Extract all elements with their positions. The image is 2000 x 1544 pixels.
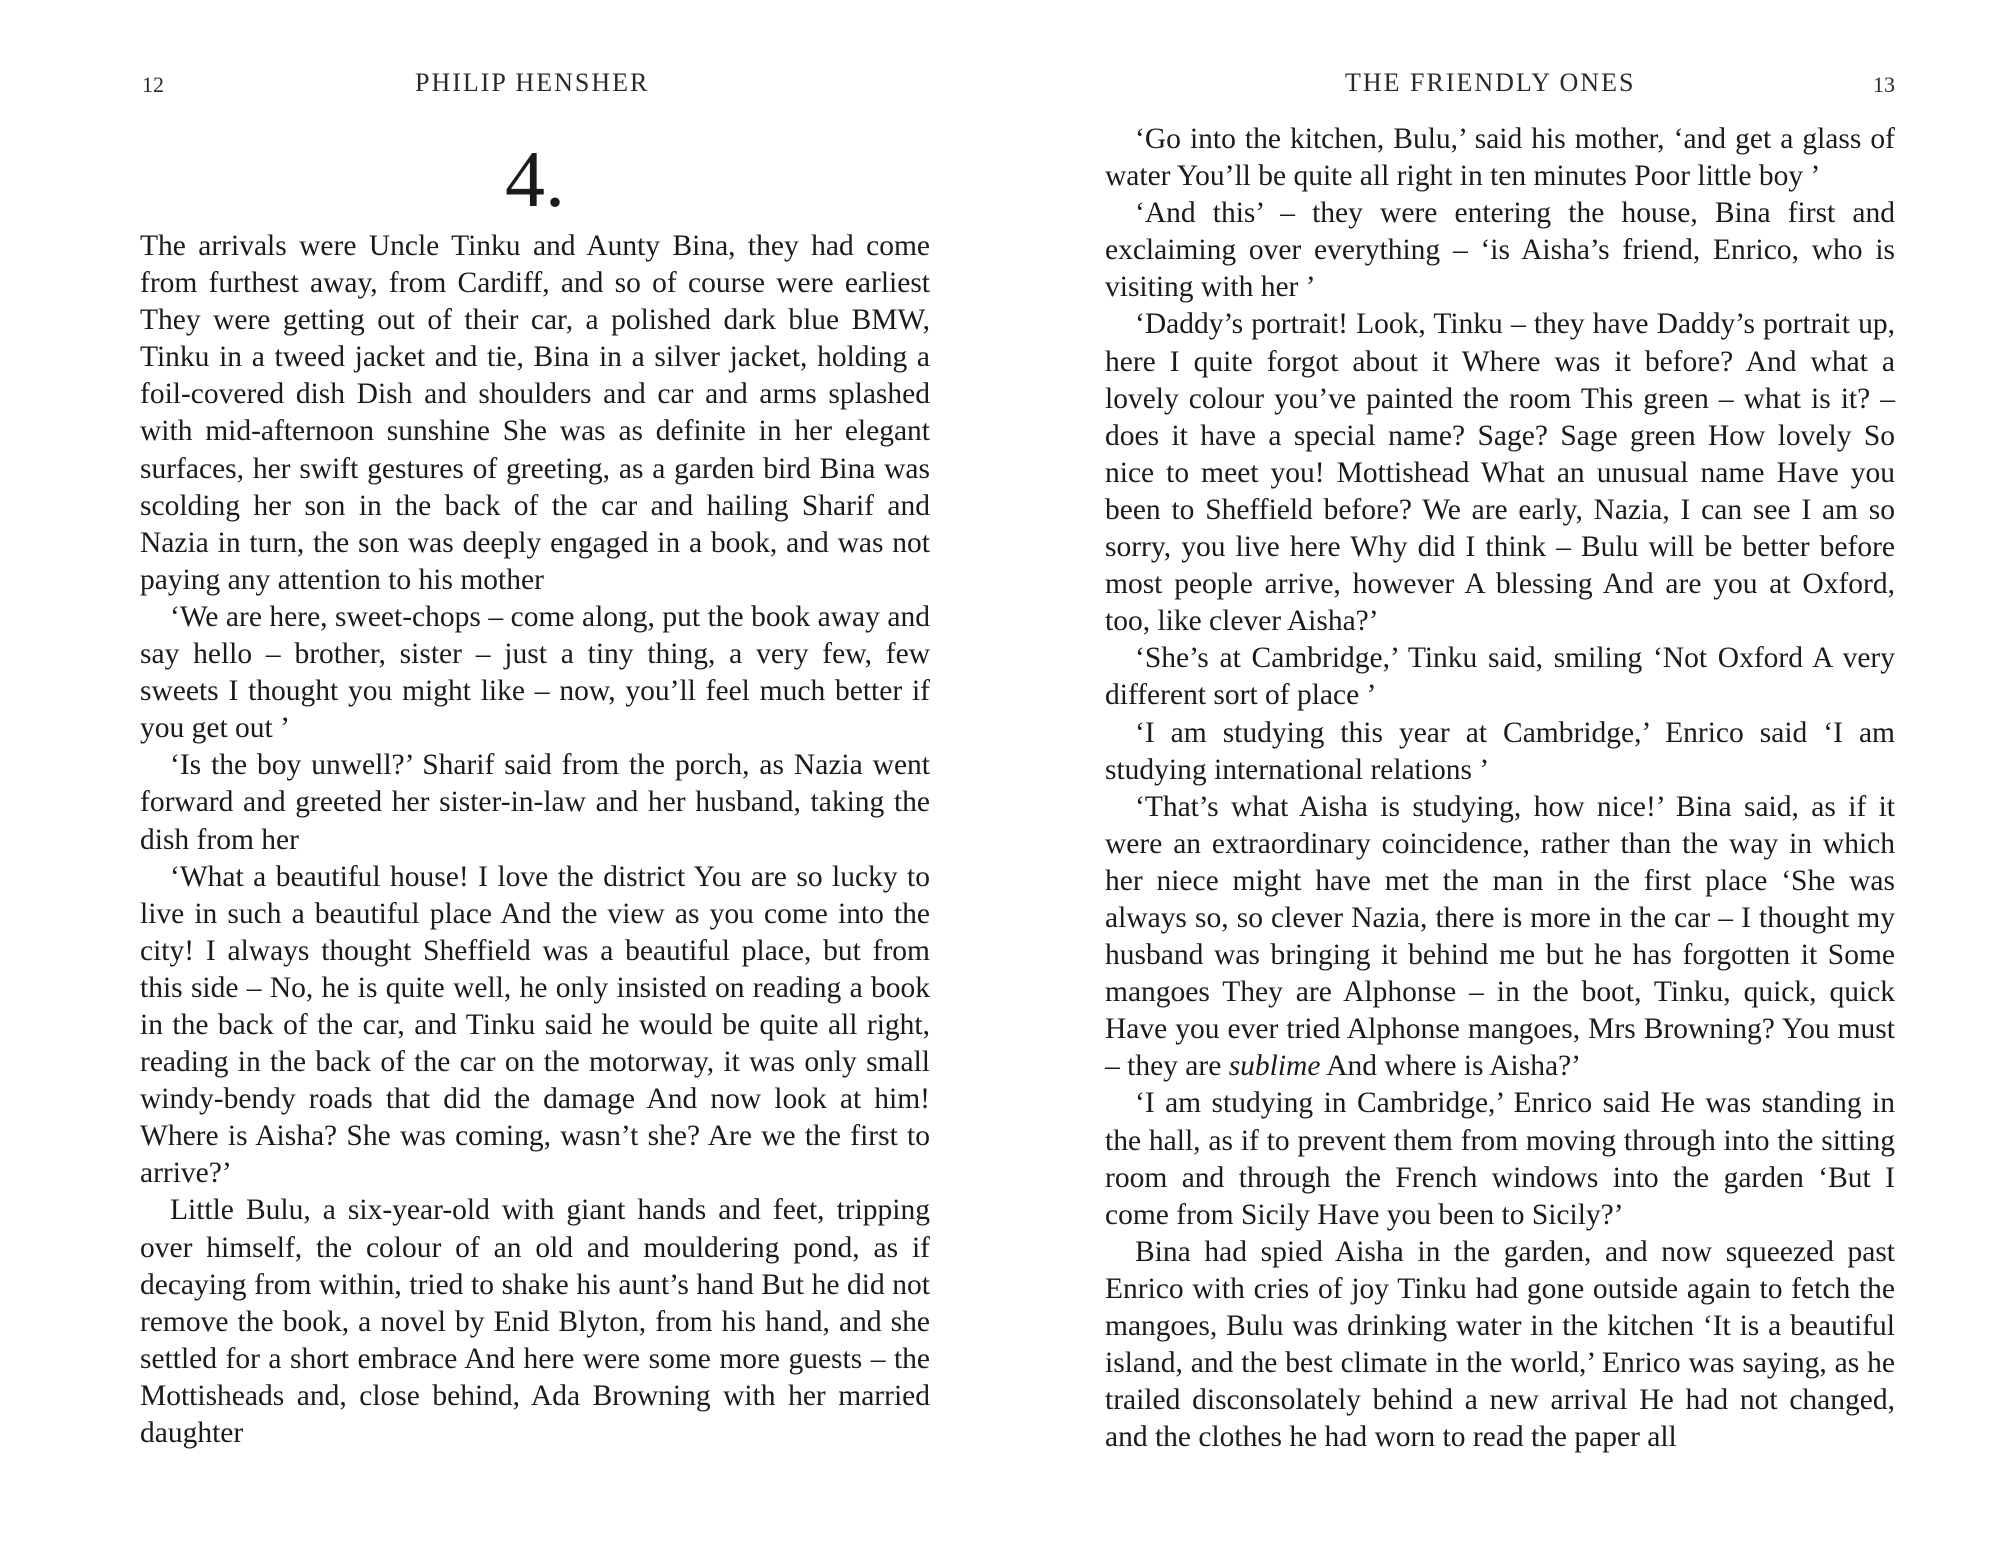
paragraph: ‘I am studying in Cambridge,’ Enrico said He was standing in the hall, as if to prevent them from moving through into the sitting room and through the French windows into the garden ‘But I come from Sicily Have you been to Sicily?’ xyxy=(1105,1087,1895,1231)
paragraph: ‘Is the boy unwell?’ Sharif said from the porch, as Nazia went forward and greeted her sister-in-law and her husband, taking the dish from her xyxy=(140,749,930,856)
chapter-number: 4. xyxy=(505,136,565,224)
paragraph: ‘I am studying this year at Cambridge,’ Enrico said ‘I am studying international relations ’ xyxy=(1105,716,1895,786)
right-running-head xyxy=(1105,68,1895,104)
paragraph: ‘And this’ – they were entering the house, Bina first and exclaiming over everything – ‘is Aisha’s friend, Enrico, who is visiting with her ’ xyxy=(1105,197,1895,304)
left-page-number: 12 xyxy=(142,72,164,97)
book-title-header: THE FRIENDLY ONES xyxy=(1345,68,1636,97)
paragraph: Bina had spied Aisha in the garden, and now squeezed past Enrico with cries of joy Tinku had gone outside again to fetch the mangoes, Bulu was drinking water in the kitchen ‘It is a beautiful island, and the best climate in the world,’ Enrico was saying, as he trailed disconsolately behind a new arrival He had not changed, and the clothes he had worn to read the paper all xyxy=(1105,1235,1895,1454)
paragraph xyxy=(1105,789,1895,1086)
paragraph: ‘We are here, sweet-chops – come along, put the book away and say hello – brother, sister – just a tiny thing, a very few, few sweets I thought you might like – now, you’ll feel much better if you get out ’ xyxy=(140,600,930,745)
right-page xyxy=(1105,0,1905,1544)
right-page-text xyxy=(1105,121,1895,1456)
paragraph: Little Bulu, a six-year-old with giant hands and feet, tripping over himself, the colour of an old and mouldering pond, as if decaying from within, tried to shake his aunt’s hand But he did not remove the book, a novel by Enid Blyton, from his hand, and she settled for a short embrace And here were some more guests – the Mottisheads and, close behind, Ada Browning with her married daughter xyxy=(140,1194,930,1449)
left-page xyxy=(140,0,940,1544)
paragraph-text: ‘That’s what Aisha is studying, how nice!’ Bina said, as if it were an extraordinary coincidence, rather than the way in which her niece might have met the man in the first place ‘She was always so, so clever Nazia, there is more in the car – I thought my husband was bringing it behind me but he has forgotten it Some mangoes They are Alphonse – in the boot, Tinku, quick, quick Have you ever tried Alphonse mangoes, Mrs Browning? You must – they are xyxy=(1105,790,1895,1083)
paragraph: ‘Daddy’s portrait! Look, Tinku – they have Daddy’s portrait up, here I quite forgot about it Where was it before? And what a lovely colour you’ve painted the room This green – what is it? – does it have a special name? Sage? Sage green How lovely So nice to meet you! Mottishead What an unusual name Have you been to Sheffield before? We are early, Nazia, I can see I am so sorry, you live here Why did I think – Bulu will be better before most people arrive, however A blessing And are you at Oxford, too, like clever Aisha?’ xyxy=(1105,308,1895,638)
left-running-head xyxy=(140,68,930,104)
paragraph: The arrivals were Uncle Tinku and Aunty Bina, they had come from furthest away, from Cardiff, and so of course were earliest They were getting out of their car, a polished dark blue BMW, Tinku in a tweed jacket and tie, Bina in a silver jacket, holding a foil-covered dish Dish and shoulders and car and arms splashed with mid-afternoon sunshine She was as definite in her elegant surfaces, her swift gestures of greeting, as a garden bird Bina was scolding her son in the back of the car and hailing Sharif and Nazia in turn, the son was deeply engaged in a book, and was not paying any attention to his mother xyxy=(140,230,930,596)
paragraph: ‘She’s at Cambridge,’ Tinku said, smiling ‘Not Oxford A very different sort of place ’ xyxy=(1105,642,1895,712)
right-page-number: 13 xyxy=(1873,72,1895,97)
author-name-header: PHILIP HENSHER xyxy=(415,68,650,97)
italic-emphasis: sublime xyxy=(1228,1050,1321,1083)
paragraph: ‘Go into the kitchen, Bulu,’ said his mother, ‘and get a glass of water You’ll be quite all right in ten minutes Poor little boy ’ xyxy=(1105,123,1895,193)
left-page-text xyxy=(140,228,930,1452)
paragraph: ‘What a beautiful house! I love the district You are so lucky to live in such a beautiful place And the view as you come into the city! I always thought Sheffield was a beautiful place, but from this side – No, he is quite well, he only insisted on reading a book in the back of the car, and Tinku said he would be quite all right, reading in the back of the car on the motorway, it was only small windy-bendy roads that did the damage And now look at him! Where is Aisha? She was coming, wasn’t she? Are we the first to arrive?’ xyxy=(140,860,930,1190)
paragraph-text: And where is Aisha?’ xyxy=(1320,1050,1581,1083)
